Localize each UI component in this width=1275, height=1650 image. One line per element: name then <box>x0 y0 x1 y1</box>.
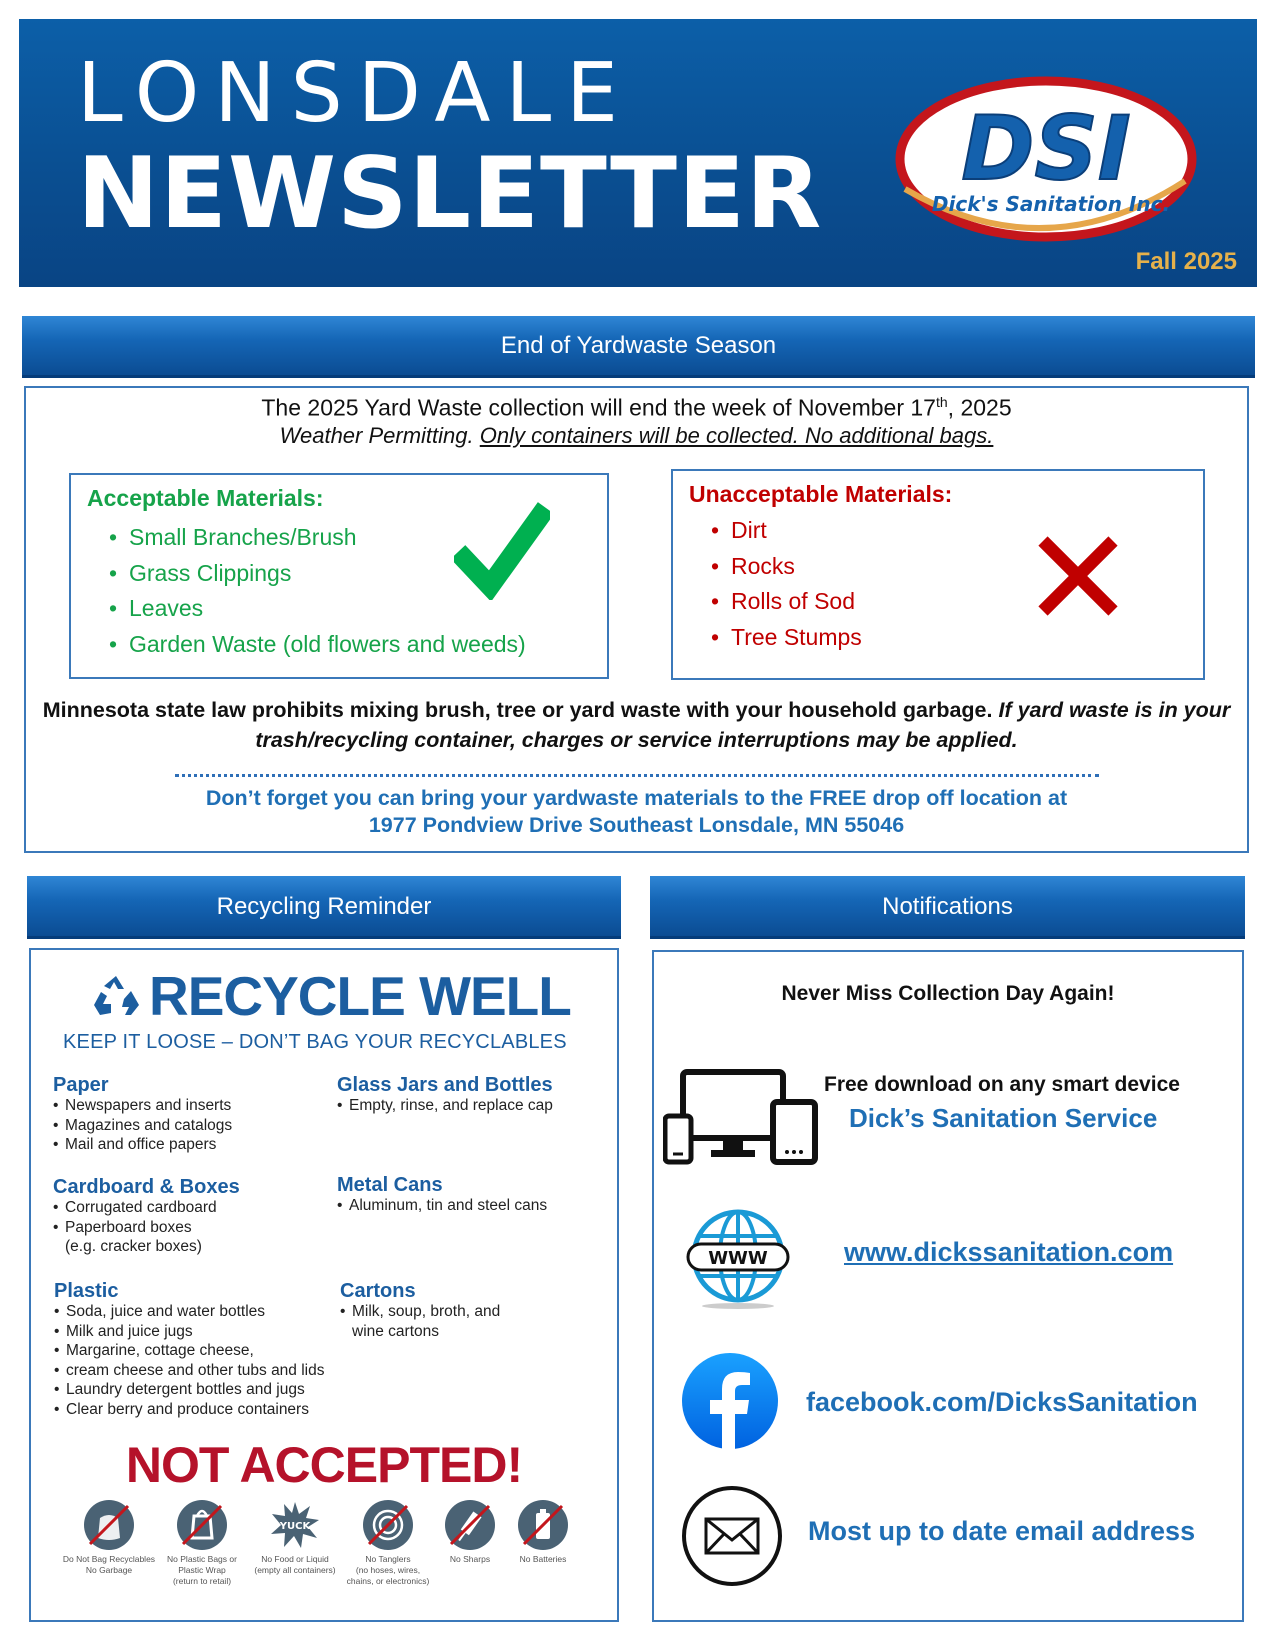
no-batteries <box>493 1498 593 1565</box>
na-label: No Sharps <box>449 1554 491 1564</box>
category-metal <box>337 1174 547 1216</box>
unacceptable-item: • Tree Stumps <box>711 620 862 656</box>
yardwaste-heading: End of Yardwaste Season <box>500 332 777 359</box>
notifications-panel <box>652 950 1244 1622</box>
na-label: (return to retail) <box>172 1576 232 1586</box>
na-label: No Batteries <box>519 1554 567 1564</box>
splat-icon <box>268 1498 322 1552</box>
masthead-title: NEWSLETTER <box>77 137 823 251</box>
facebook-link[interactable]: facebook.com/DicksSanitation <box>806 1387 1198 1417</box>
dsi-logo <box>885 71 1207 261</box>
category-glass <box>337 1074 553 1116</box>
unacceptable-item: • Rolls of Sod <box>711 584 862 620</box>
recycle-subtitle: KEEP IT LOOSE – DON’T BAG YOUR RECYCLABLES <box>63 1031 567 1053</box>
category-title: Plastic <box>54 1280 119 1302</box>
divider <box>175 774 1099 777</box>
category-item: • Paperboard boxes <box>53 1218 240 1238</box>
na-label: No Food or Liquid <box>261 1554 329 1564</box>
notifications-heading-bar <box>650 876 1245 939</box>
category-item: (e.g. cracker boxes) <box>65 1238 202 1255</box>
globe-icon <box>684 1206 792 1310</box>
category-item: • Corrugated cardboard <box>53 1198 240 1218</box>
masthead-town: LONSDALE <box>77 46 633 141</box>
masthead <box>19 19 1257 287</box>
category-item: • Empty, rinse, and replace cap <box>337 1096 553 1116</box>
unacceptable-list <box>711 513 862 655</box>
no-bagged-recyclables <box>59 1498 159 1576</box>
devices-icon <box>663 1068 819 1166</box>
checkmark-icon <box>454 500 550 600</box>
acceptable-item: • Garden Waste (old flowers and weeds) <box>109 627 526 663</box>
category-title: Glass Jars and Bottles <box>337 1074 553 1096</box>
facebook-icon <box>681 1352 779 1450</box>
category-item: wine cartons <box>352 1322 440 1340</box>
yardwaste-panel <box>24 386 1249 853</box>
category-item: • Margarine, cottage cheese, <box>54 1341 325 1361</box>
end-date-year: , 2025 <box>947 394 1012 421</box>
category-item: • Mail and office papers <box>53 1135 232 1155</box>
na-label: No Tanglers <box>365 1554 411 1564</box>
yardwaste-heading-bar <box>22 316 1255 378</box>
category-plastic <box>54 1280 325 1419</box>
category-title: Cartons <box>340 1280 416 1302</box>
dropoff-info <box>26 785 1247 839</box>
end-date-text: The 2025 Yard Waste collection will end the week of November 17 <box>261 394 936 421</box>
not-accepted-title: NOT ACCEPTED! <box>125 1437 523 1493</box>
syringe-icon <box>443 1498 497 1552</box>
end-date-suffix: th <box>935 394 948 410</box>
recycle-icon <box>91 973 141 1019</box>
na-label: Do Not Bag Recyclables <box>62 1554 156 1564</box>
email-icon <box>680 1484 784 1588</box>
category-item: • Milk, soup, broth, and <box>340 1302 500 1322</box>
recycle-well-title <box>91 964 571 1028</box>
acceptable-item: • Small Branches/Brush <box>109 520 526 556</box>
notifications-heading: Notifications <box>882 893 1013 920</box>
notifications-tagline: Never Miss Collection Day Again! <box>781 982 1115 1005</box>
category-item: • Soda, juice and water bottles <box>54 1302 325 1322</box>
na-label: chains, or electronics) <box>346 1576 430 1586</box>
website-link[interactable]: www.dickssanitation.com <box>844 1237 1174 1267</box>
app-download-line: Free download on any smart device <box>824 1073 1180 1096</box>
category-item: • cream cheese and other tubs and lids <box>54 1361 325 1381</box>
na-label: No Plastic Bags or <box>167 1554 237 1564</box>
na-label: No Garbage <box>85 1565 133 1575</box>
na-label: (empty all containers) <box>254 1565 336 1575</box>
trash-bag-icon <box>82 1498 136 1552</box>
acceptable-item: • Leaves <box>109 591 526 627</box>
unacceptable-item: • Rocks <box>711 549 862 585</box>
yardwaste-end-date <box>26 394 1247 422</box>
dropoff-line: Don’t forget you can bring your yardwaste materials to the FREE drop off location at <box>205 786 1068 810</box>
edition-label: Fall 2025 <box>1135 248 1237 275</box>
category-title: Paper <box>53 1074 109 1096</box>
www-badge: WWW <box>708 1248 768 1269</box>
yardwaste-conditions <box>26 423 1247 449</box>
category-item: • Magazines and catalogs <box>53 1116 232 1136</box>
unacceptable-title: Unacceptable Materials: <box>689 481 953 507</box>
x-icon <box>1035 533 1121 619</box>
no-plastic-bags <box>152 1498 252 1587</box>
na-label: Plastic Wrap <box>178 1565 226 1575</box>
logo-letters: DSI <box>961 97 1131 200</box>
recycle-well-text: RECYCLE WELL <box>149 965 571 1027</box>
recycling-panel <box>29 948 619 1622</box>
app-name-link[interactable]: Dick’s Sanitation Service <box>849 1103 1158 1133</box>
email-link[interactable]: Most up to date email address <box>808 1516 1196 1546</box>
na-label: (no hoses, wires, <box>355 1565 421 1575</box>
unacceptable-item: • Dirt <box>711 513 862 549</box>
category-title: Cardboard & Boxes <box>53 1176 240 1198</box>
containers-note: Only containers will be collected. No additional bags. <box>479 423 994 448</box>
category-cardboard <box>53 1176 240 1257</box>
law-statement: Minnesota state law prohibits mixing brush, tree or yard waste with your household garbage. <box>42 698 993 722</box>
yuck-badge: YUCK <box>279 1521 311 1532</box>
category-item: • Laundry detergent bottles and jugs <box>54 1380 325 1400</box>
recycling-heading: Recycling Reminder <box>216 893 432 920</box>
acceptable-item: • Grass Clippings <box>109 556 526 592</box>
recycling-heading-bar <box>27 876 621 939</box>
no-food-or-liquid <box>245 1498 345 1576</box>
unacceptable-materials-box <box>671 469 1205 680</box>
category-item: • Aluminum, tin and steel cans <box>337 1196 547 1216</box>
category-item: • Newspapers and inserts <box>53 1096 232 1116</box>
dropoff-address: 1977 Pondview Drive Southeast Lonsdale, MN 55046 <box>368 813 905 837</box>
law-warning: If yard waste is in your trash/recycling container, charges or service interruptions may be applied. <box>255 698 1231 752</box>
category-item: • Clear berry and produce containers <box>54 1400 325 1420</box>
plastic-bag-icon <box>175 1498 229 1552</box>
category-title: Metal Cans <box>337 1174 443 1196</box>
state-law-notice <box>26 695 1247 755</box>
acceptable-title: Acceptable Materials: <box>87 485 324 511</box>
category-cartons <box>340 1280 500 1341</box>
hose-icon <box>361 1498 415 1552</box>
category-paper <box>53 1074 232 1155</box>
category-item: • Milk and juice jugs <box>54 1322 325 1342</box>
acceptable-materials-box <box>69 473 609 679</box>
weather-note: Weather Permitting. <box>279 423 480 448</box>
battery-icon <box>516 1498 570 1552</box>
logo-company: Dick's Sanitation Inc. <box>931 192 1171 216</box>
